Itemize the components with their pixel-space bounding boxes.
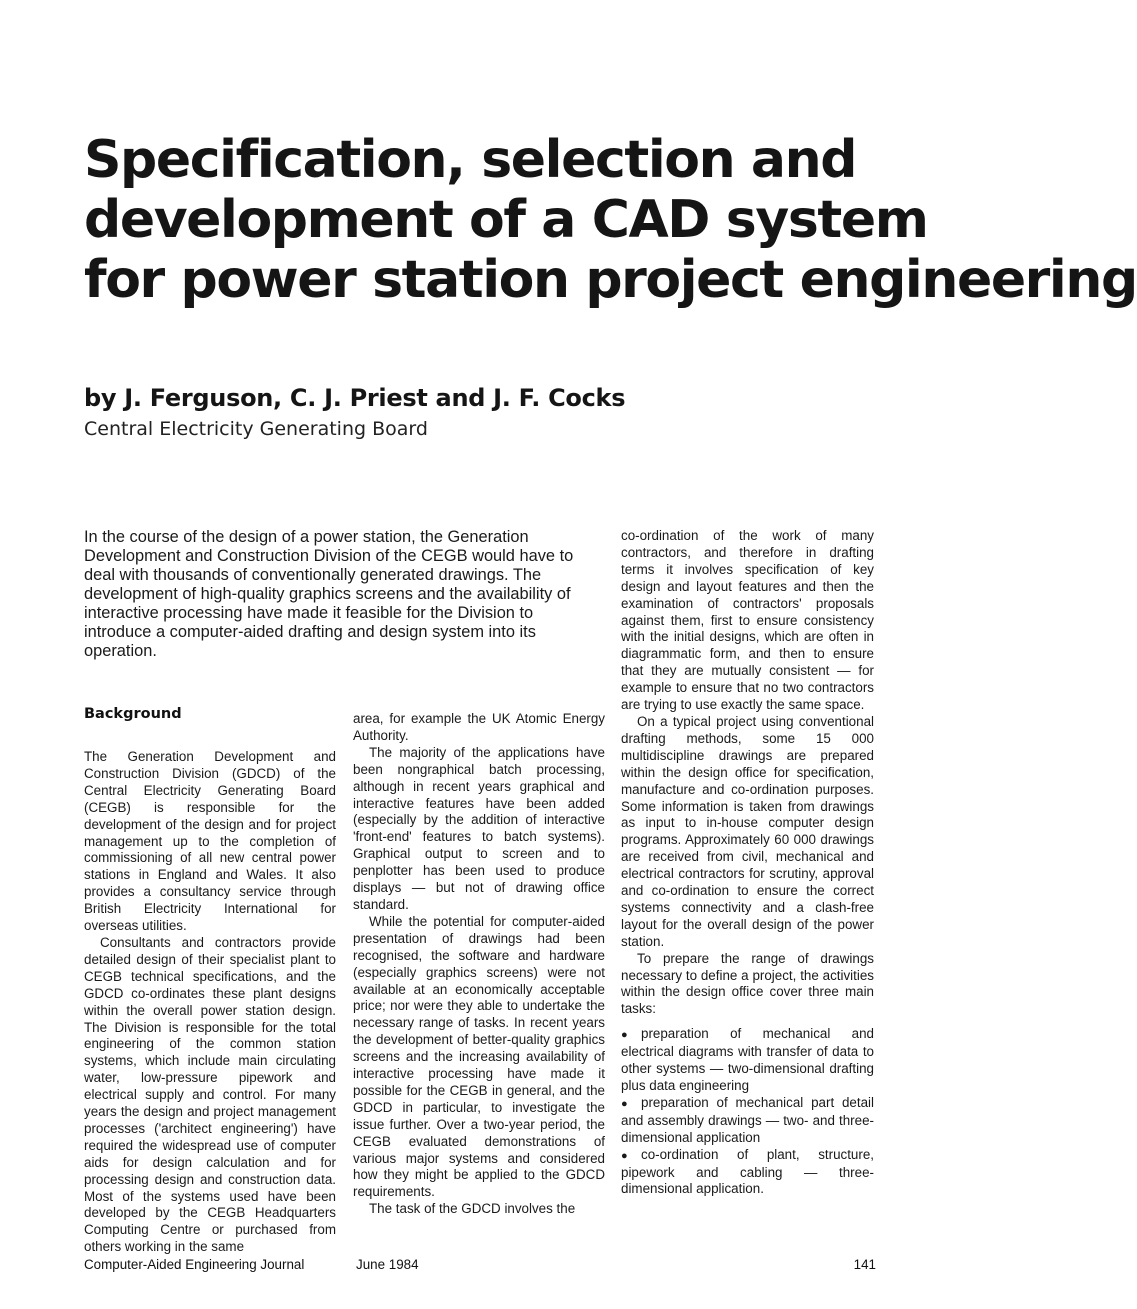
journal-name: Computer-Aided Engineering Journal bbox=[84, 1257, 305, 1272]
list-item bbox=[621, 1147, 874, 1199]
abstract-line: In the course of the design of a power station, the Generation bbox=[84, 528, 529, 546]
task-list bbox=[621, 1026, 874, 1198]
paragraph: The majority of the applications have been nongraphical batch processing, although in recent years graphical and interactive features have been added (especially by the addition of interactive 'front-end' features to batch systems). Graphical output to screen and to penplotter has been used to produce displays — but not of drawing office standard. bbox=[353, 744, 605, 912]
paragraph: co-ordination of the work of many contractors, and therefore in drafting terms it involves specification of key design and layout features and then the examination of contractors' proposals against them, first to ensure consistency with the initial designs, which are often in diagrammatic form, and then to ensure that they are mutually consistent — for example to ensure that no two contractors are trying to use exactly the same space. bbox=[621, 528, 874, 713]
body-column-2 bbox=[353, 711, 605, 1218]
author-byline: by J. Ferguson, C. J. Priest and J. F. Cocks bbox=[84, 384, 626, 412]
abstract bbox=[84, 528, 596, 661]
paragraph: The Generation Development and Construction Division (GDCD) of the Central Electricity Generating Board (CEGB) is responsible for the development of the design and for project management up to the completion of commissioning of all new central power stations in England and Wales. It also provides a consultancy service through British Electricity International for overseas utilities. bbox=[84, 749, 336, 934]
abstract-line: development of high-quality graphics screens and the availability of bbox=[84, 585, 571, 603]
paragraph: While the potential for computer-aided presentation of drawings had been recognised, the software and hardware (especially graphics screens) were not available at an economically acceptable price; nor were they able to undertake the necessary range of tasks. In recent years the development of better-quality graphics screens and the increasing availability of interactive processing have made it possible for the CEGB in general, and the GDCD in particular, to investigate the issue further. Over a two-year period, the CEGB evaluated demonstrations of various major systems and considered how they might be applied to the GDCD requirements. bbox=[353, 913, 605, 1200]
paragraph: On a typical project using conventional drafting methods, some 15 000 multidiscipline drawings are prepared within the design office for specification, manufacture and co-ordination purposes. Some information is taken from drawings as input to in-house computer design programs. Approximately 60 000 drawings are received from civil, mechanical and electrical contractors for scrutiny, approval and co-ordination to ensure the correct systems connectivity and a clash-free layout for the overall design of the power station. bbox=[621, 713, 874, 949]
list-item-text: co-ordination of plant, structure, pipework and cabling — three-dimensional application. bbox=[621, 1146, 874, 1197]
bullet-icon: ● bbox=[621, 1029, 628, 1042]
body-column-3 bbox=[621, 528, 874, 1198]
paragraph: area, for example the UK Atomic Energy Authority. bbox=[353, 711, 605, 743]
article-title bbox=[84, 130, 1137, 310]
section-heading: Background bbox=[84, 706, 182, 722]
list-item-text: preparation of mechanical and electrical diagrams with transfer of data to other systems — two-dimensional drafting plus data engineering bbox=[621, 1026, 874, 1093]
abstract-line: Development and Construction Division of the CEGB would have to bbox=[84, 547, 574, 565]
bullet-icon: ● bbox=[621, 1097, 628, 1110]
abstract-line: interactive processing have made it feasible for the Division to bbox=[84, 604, 534, 622]
bullet-icon: ● bbox=[621, 1149, 628, 1162]
title-line: Specification, selection and bbox=[84, 130, 857, 190]
page-number: 141 bbox=[853, 1257, 876, 1272]
abstract-line: operation. bbox=[84, 642, 157, 660]
paragraph: The task of the GDCD involves the bbox=[369, 1201, 576, 1217]
title-line: for power station project engineering bbox=[84, 250, 1137, 310]
issue-date: June 1984 bbox=[356, 1257, 419, 1272]
paragraph: To prepare the range of drawings necessary to define a project, the activities within the design office cover three main tasks: bbox=[621, 950, 874, 1017]
list-item bbox=[621, 1026, 874, 1095]
abstract-line: introduce a computer-aided drafting and design system into its bbox=[84, 623, 536, 641]
list-item-text: preparation of mechanical part detail and assembly drawings — two- and three-dimensional application bbox=[621, 1094, 874, 1145]
body-column-1 bbox=[84, 706, 336, 1256]
author-affiliation: Central Electricity Generating Board bbox=[84, 418, 428, 440]
title-line: development of a CAD system bbox=[84, 190, 928, 250]
list-item bbox=[621, 1095, 874, 1147]
paragraph: Consultants and contractors provide detailed design of their specialist plant to CEGB technical specifications, and the GDCD co-ordinates these plant designs within the overall power station design. The Division is responsible for the total engineering of the common station systems, which include main circulating water, low-pressure pipework and electrical supply and control. For many years the design and project management processes ('architect engineering') have required the widespread use of computer aids for design calculation and for processing design and construction data. Most of the systems used have been developed by the CEGB Headquarters Computing Centre or purchased from others working in the same bbox=[84, 934, 336, 1255]
abstract-line: deal with thousands of conventionally generated drawings. The bbox=[84, 566, 542, 584]
